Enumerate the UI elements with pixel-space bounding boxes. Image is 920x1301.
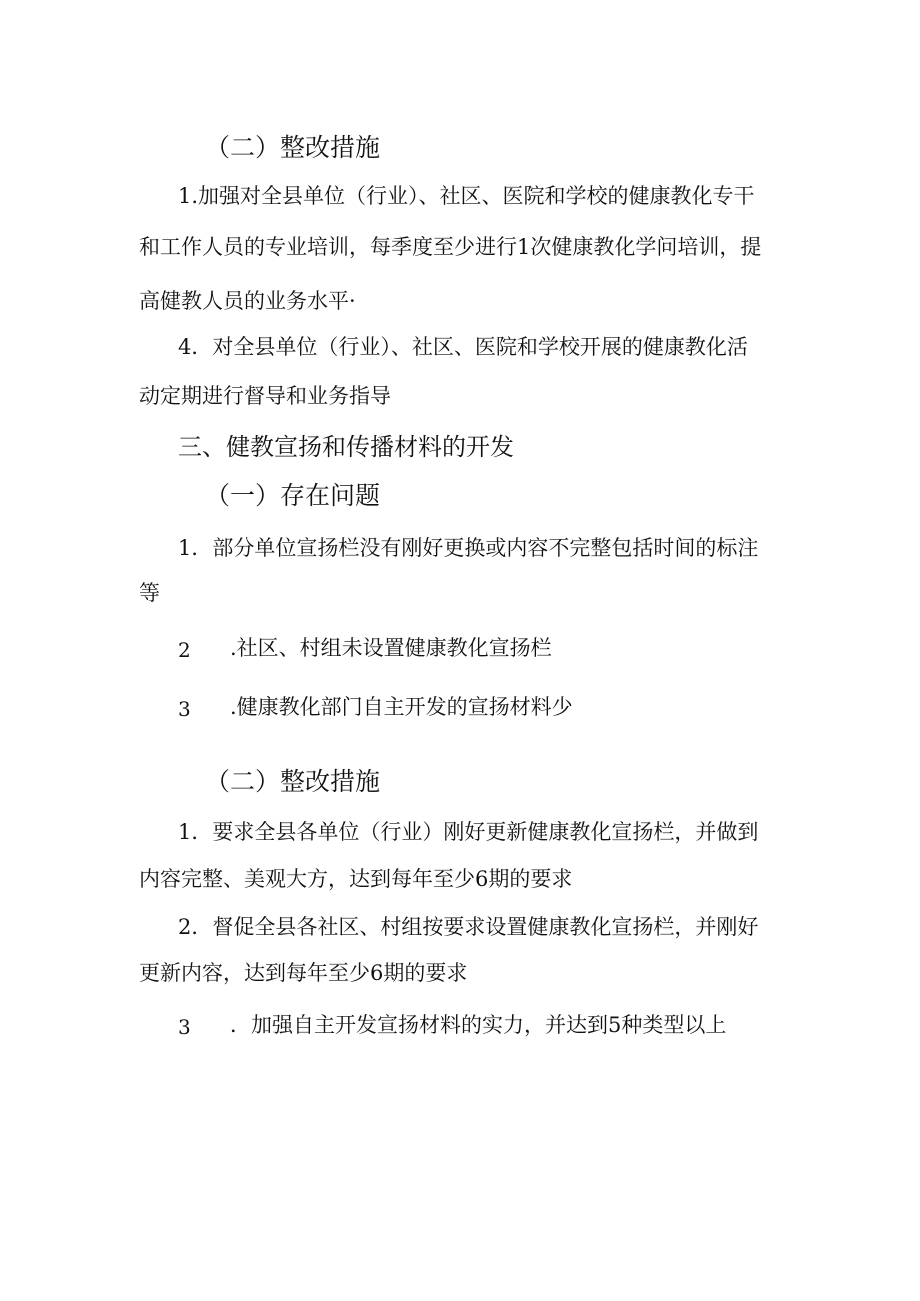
list-number: 3	[178, 697, 191, 721]
paragraph-line: ．加强自主开发宣扬材料的实力，并达到5种类型以上	[230, 1013, 727, 1037]
paragraph-line: .社区、村组未设置健康教化宣扬栏	[230, 636, 552, 660]
list-number: 2	[178, 638, 191, 662]
section-heading-measures-2: （二）整改措施	[205, 767, 381, 796]
paragraph-line: 内容完整、美观大方，达到每年至少6期的要求	[139, 867, 573, 891]
paragraph-line: 1．要求全县各单位（行业）刚好更新健康教化宣扬栏，并做到	[178, 820, 759, 844]
paragraph-line: 动定期进行督导和业务指导	[139, 384, 391, 408]
paragraph-line: 4．对全县单位（行业）、社区、医院和学校开展的健康教化活	[178, 335, 748, 359]
paragraph-line: 更新内容，达到每年至少6期的要求	[139, 961, 468, 985]
paragraph-line: 2．督促全县各社区、村组按要求设置健康教化宣扬栏，并刚好	[178, 915, 759, 939]
chapter-title: 三、健教宣扬和传播材料的开发	[178, 433, 514, 461]
section-heading-measures: （二）整改措施	[205, 133, 381, 162]
paragraph-line: .健康教化部门自主开发的宣扬材料少	[230, 695, 573, 719]
paragraph-line: 和工作人员的专业培训，每季度至少进行1次健康教化学问培训，提	[139, 235, 762, 259]
paragraph-line: 等	[139, 581, 160, 605]
list-number: 3	[178, 1015, 191, 1039]
section-heading-problems: （一）存在问题	[205, 481, 381, 510]
paragraph-line: 高健教人员的业务水平·	[139, 289, 356, 313]
paragraph-line: 1.加强对全县单位（行业）、社区、医院和学校的健康教化专干	[178, 184, 755, 208]
paragraph-line: 1．部分单位宣扬栏没有刚好更换或内容不完整包括时间的标注	[178, 536, 759, 560]
